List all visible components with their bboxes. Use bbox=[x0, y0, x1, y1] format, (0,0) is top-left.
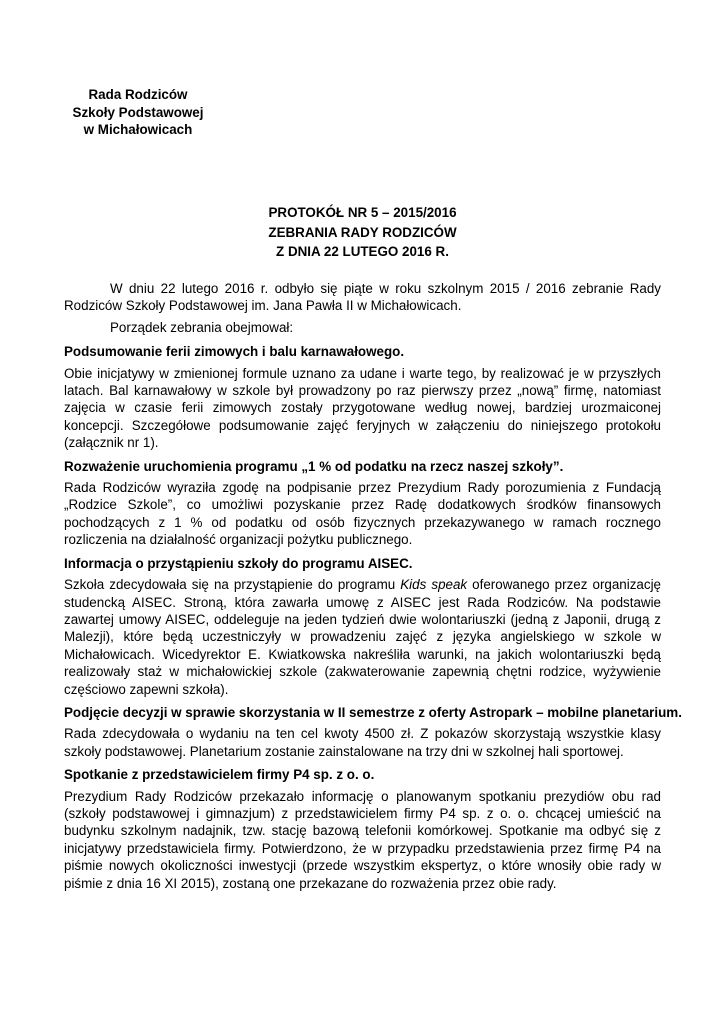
program-name: Kids speak bbox=[400, 577, 468, 593]
document-body bbox=[64, 280, 682, 892]
section-body-text: Szkoła zdecydowała się na przystąpienie do programu bbox=[64, 577, 401, 593]
organization-block bbox=[64, 86, 212, 139]
section-body-text: oferowanego przez organizację studencką AISEC. Stroną, która zawarła umowę z AISEC jest Rada Rodziców. Na podstawie zawartej umowy AISEC, oddeleguje na jeden tydzień dwie wolontariuszki (jedną z Japonii, drugą z Malezji), które będą uczestniczyły w prowadzeniu zajęć z języka angielskiego w szkole w Michałowicach. Wicedyrektor E. Kwiatkowska nakreśliła warunki, na jakich wolontariuszki będą realizowały staż w michałowickiej szkole (zakwaterowanie zapewnią chętni rodzice, wyżywienie częściowo zapewni szkoła). bbox=[64, 577, 661, 697]
section-title: Podsumowanie ferii zimowych i balu karnawałowego. bbox=[64, 344, 405, 360]
agenda-label: Porządek zebrania obejmował: bbox=[110, 319, 294, 335]
organization-line: Rada Rodziców bbox=[88, 87, 188, 102]
section-body: Prezydium Rady Rodziców przekazało informację o planowanym spotkaniu prezydiów obu rad (szkoły podstawowej i gimnazjum) z przedstawicielem firmy P4 sp. z o. o. chcącej umieścić na budynku szkolnym nadajnik, tzw. stację bazową telefonii komórkowej. Spotkanie ma odbyć się z inicjatywy przedstawiciela firmy. Potwierdzono, że w przypadku przedstawienia przez firmę P4 na piśmie nowych okoliczności inwestycji (przede wszystkim ekspertyz, o które wnosiły obie rady w piśmie z dnia 16 XI 2015), zostaną one przekazane do rozważenia przez obie rady. bbox=[64, 788, 661, 891]
meeting-title: ZEBRANIA RADY RODZICÓW bbox=[268, 224, 457, 240]
section-body: Rada Rodziców wyraziła zgodę na podpisanie przez Prezydium Rady porozumienia z Fundacją „Rodzice Szkole”, co umożliwi pozyskanie przez Radę dodatkowych środków finansowych pochodzących z 1 % od podatku od osób fizycznych przekazywanego w ramach rocznego rozliczenia na działalność organizacji pożytku publicznego. bbox=[64, 480, 661, 548]
organization-line: Szkoły Podstawowej bbox=[72, 104, 204, 120]
section-title: Rozważenie uruchomienia programu „1 % od podatku na rzecz naszej szkoły”. bbox=[64, 458, 564, 474]
section-body: Rada zdecydowała o wydaniu na ten cel kwoty 4500 zł. Z pokazów skorzystają wszystkie klasy szkoły podstawowej. Planetarium zostanie zainstalowane na trzy dni w szkolnej hali sportowej. bbox=[64, 726, 661, 759]
section-title: Spotkanie z przedstawicielem firmy P4 sp. z o. o. bbox=[64, 767, 375, 783]
section-body bbox=[64, 576, 661, 698]
section-title: Informacja o przystąpieniu szkoły do programu AISEC. bbox=[64, 555, 413, 571]
section-title: Podjęcie decyzji w sprawie skorzystania w II semestrze z oferty Astropark – mobilne planetarium. bbox=[64, 704, 682, 720]
organization-line: w Michałowicach bbox=[83, 122, 193, 137]
intro-paragraph: W dniu 22 lutego 2016 r. odbyło się piąte w roku szkolnym 2015 / 2016 zebranie Rady Rodziców Szkoły Podstawowej im. Jana Pawła II w Michałowicach. bbox=[64, 281, 661, 314]
protocol-number: PROTOKÓŁ NR 5 – 2015/2016 bbox=[268, 205, 457, 220]
section-body: Obie inicjatywy w zmienionej formule uznano za udane i warte tego, by realizować je w przyszłych latach. Bal karnawałowy w szkole był prowadzony po raz pierwszy przez „nową” firmę, natomiast zajęcia w czasie ferii zimowych zostały przygotowane według nowej, bardziej urozmaiconej koncepcji. Szczegółowe podsumowanie zajęć feryjnych w załączeniu do niniejszego protokołu (załącznik nr 1). bbox=[64, 365, 661, 451]
document-heading bbox=[64, 203, 661, 262]
meeting-date: Z DNIA 22 LUTEGO 2016 R. bbox=[276, 244, 449, 259]
